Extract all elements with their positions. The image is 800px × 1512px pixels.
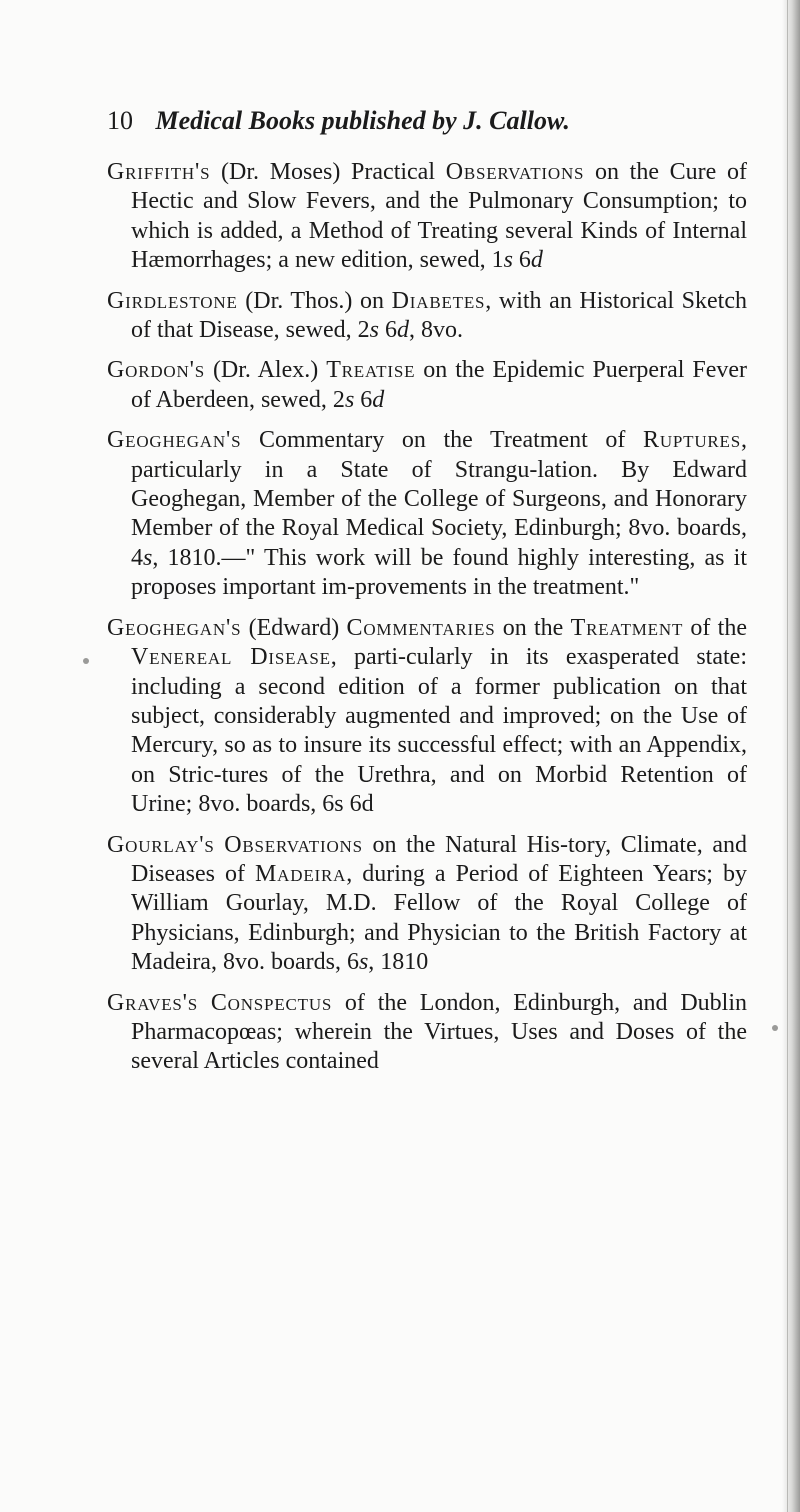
entry-text: 6: [378, 317, 397, 344]
entry-text: (Edward): [241, 614, 347, 641]
book-entry-gourlay: [107, 831, 747, 978]
entry-heading-text: Geoghegan's: [107, 614, 242, 641]
entry-text: , with an Historical Sketch of that Disease, sewed, 2: [131, 287, 747, 344]
entry-italic-text: s: [358, 949, 369, 976]
entry-italic-text: d: [372, 386, 385, 413]
entry-heading-text: Venereal Disease: [131, 644, 331, 671]
entry-text: , 1810: [368, 949, 429, 976]
entry-text: (Dr. Thos.) on: [237, 287, 392, 314]
entry-text: (Dr. Alex.): [204, 357, 327, 384]
entry-heading-text: Commentaries: [346, 614, 496, 641]
entry-text: , 1810.—" This work will be found highly interesting, as it proposes important im-provements in the treatment.": [131, 544, 747, 601]
entry-heading-text: Ruptures: [643, 427, 741, 454]
entry-italic-text: d: [396, 317, 409, 344]
entry-text: [215, 832, 225, 858]
entry-heading-text: Geoghegan's: [107, 427, 242, 454]
entry-heading-text: Treatise: [326, 357, 416, 384]
entry-text: (Dr. Moses) Practical: [210, 159, 446, 185]
book-entry-gordon: [107, 356, 747, 415]
entry-italic-text: d: [530, 247, 543, 274]
entry-heading-text: Treatment: [570, 614, 684, 641]
entry-text: on the: [495, 614, 571, 641]
book-entry-graves: [107, 989, 747, 1077]
entry-italic-text: s: [344, 386, 355, 413]
entry-text: , parti-cularly in its exasperated state: including a second edition of a former publication on that subject, considerably augmented and improved; on the Use of Mercury, so as to insure its successful effect; with an Appendix, on Stric-tures of the Urethra, and on Morbid Retention of Urine; 8vo. boards, 6s 6d: [131, 644, 747, 818]
entry-text: , particularly in a State of Strangu-lation. By Edward Geoghegan, Member of the College of Surgeons, and Honorary Member of the Royal Medical Society, Edinburgh; 8vo. boards, 4: [131, 427, 747, 571]
entry-heading-text: Graves's: [107, 989, 199, 1016]
ink-speck: [83, 658, 89, 664]
entry-heading-text: Gourlay's: [107, 831, 215, 858]
entry-heading-text: Observations: [445, 159, 585, 185]
entry-heading-text: Gordon's: [107, 357, 205, 384]
book-entry-geoghegan-ruptures: [107, 426, 747, 602]
page-edge-shadow: [782, 0, 800, 1512]
entry-italic-text: s: [369, 317, 379, 344]
entry-italic-text: s: [503, 247, 513, 274]
entry-heading-text: Madeira: [255, 860, 347, 887]
entry-text: 6: [512, 247, 531, 274]
running-title: Medical Books published by J. Callow.: [155, 106, 570, 135]
entry-text: 6: [354, 386, 373, 413]
entry-text: of the: [683, 614, 748, 641]
page-header: [107, 104, 707, 138]
book-entry-geoghegan-venereal: [107, 614, 747, 820]
entry-heading-text: Diabetes: [391, 287, 486, 314]
entry-italic-text: s: [143, 544, 153, 571]
entry-text: on the Natural His-tory, Climate, and Diseases of: [131, 831, 748, 887]
page-edge-line: [787, 0, 788, 1512]
book-entry-griffith: [107, 158, 747, 276]
entry-text: Commentary on the Treatment of: [241, 427, 644, 454]
entry-heading-text: Observations: [224, 831, 363, 858]
entry-text: on the Epidemic Puerperal Fever of Aberdeen, sewed, 2: [131, 357, 748, 413]
entry-text: , during a Period of Eighteen Years; by William Gourlay, M.D. Fellow of the Royal College of Physicians, Edinburgh; and Physician to the British Factory at Madeira, 8vo. boards, 6: [131, 860, 748, 976]
entry-heading-text: Girdlestone: [107, 287, 238, 314]
entry-text: [198, 990, 211, 1016]
page-number: 10: [107, 106, 133, 135]
ink-speck: [772, 1025, 778, 1031]
entry-text: on the Cure of Hectic and Slow Fevers, and the Pulmonary Consumption; to which is added, a Method of Treating several Kinds of Internal Hæmorrhages; a new edition, sewed, 1: [131, 159, 748, 274]
book-entry-girdlestone: [107, 287, 747, 346]
entry-heading-text: Conspectus: [210, 989, 333, 1016]
book-list: [107, 158, 747, 1088]
entry-text: , 8vo.: [408, 317, 463, 344]
entry-heading-text: Griffith's: [107, 159, 211, 185]
entry-text: of the London, Edinburgh, and Dublin Pharmacopœas; wherein the Virtues, Uses and Doses of the several Articles contained: [131, 989, 747, 1075]
